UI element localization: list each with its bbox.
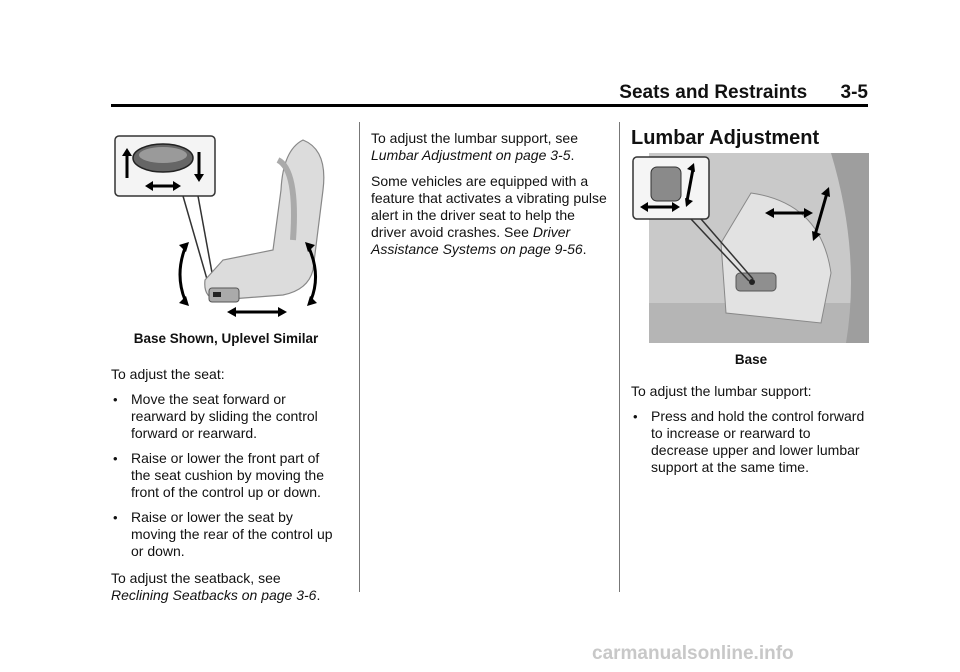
- list-item: • Press and hold the control forward to increase or rearward to decrease upper and lower lumbar support at the same time.: [633, 408, 865, 475]
- seat-bullets: [111, 391, 341, 560]
- page-header: [111, 82, 868, 104]
- bullet-icon: •: [113, 451, 118, 466]
- bullet-icon: •: [113, 392, 118, 407]
- list-item: • Raise or lower the seat by moving the rear of the control up or down.: [113, 509, 333, 559]
- section-title: Seats and Restraints: [619, 82, 808, 103]
- seatback-paragraph: To adjust the seatback, see Reclining Seatbacks on page 3-6.: [111, 570, 321, 603]
- column-divider-1: [359, 122, 360, 592]
- section-heading: Lumbar Adjustment: [631, 127, 820, 149]
- lumbar-reference-paragraph: To adjust the lumbar support, see Lumbar Adjustment on page 3-5.: [371, 130, 579, 163]
- middle-column: [371, 130, 611, 258]
- list-item: • Move the seat forward or rearward by sliding the control forward or rearward.: [113, 391, 318, 441]
- bullet-icon: •: [113, 510, 118, 525]
- lumbar-controls-illustration: [631, 153, 869, 345]
- lumbar-bullets: [631, 408, 871, 476]
- lumbar-intro: To adjust the lumbar support:: [631, 383, 812, 399]
- lumbar-link[interactable]: Lumbar Adjustment on page 3-5: [371, 147, 571, 163]
- driver-assistance-link[interactable]: Driver Assistance Systems on page 9-56: [371, 224, 583, 257]
- vibrating-alert-paragraph: Some vehicles are equipped with a feature that activates a vibrating pulse alert in the driver seat to help the driver avoid crashes. See Driver Assistance Systems on page 9-56.: [371, 173, 607, 257]
- left-column: [111, 130, 341, 604]
- seatback-link[interactable]: Reclining Seatbacks on page 3-6: [111, 587, 317, 603]
- seat-controls-illustration: [113, 130, 338, 322]
- list-item: • Raise or lower the front part of the seat cushion by moving the front of the control up or down.: [113, 450, 325, 500]
- header-rule: [111, 104, 868, 107]
- figure-caption: Base: [734, 352, 768, 367]
- page-number: 3-5: [840, 82, 868, 103]
- watermark: carmanualsonline.info: [592, 643, 794, 664]
- seat-intro: To adjust the seat:: [111, 366, 225, 382]
- bullet-icon: •: [633, 409, 638, 424]
- right-column: [631, 127, 871, 476]
- figure-caption: Base Shown, Uplevel Similar: [133, 331, 319, 346]
- column-divider-2: [619, 122, 620, 592]
